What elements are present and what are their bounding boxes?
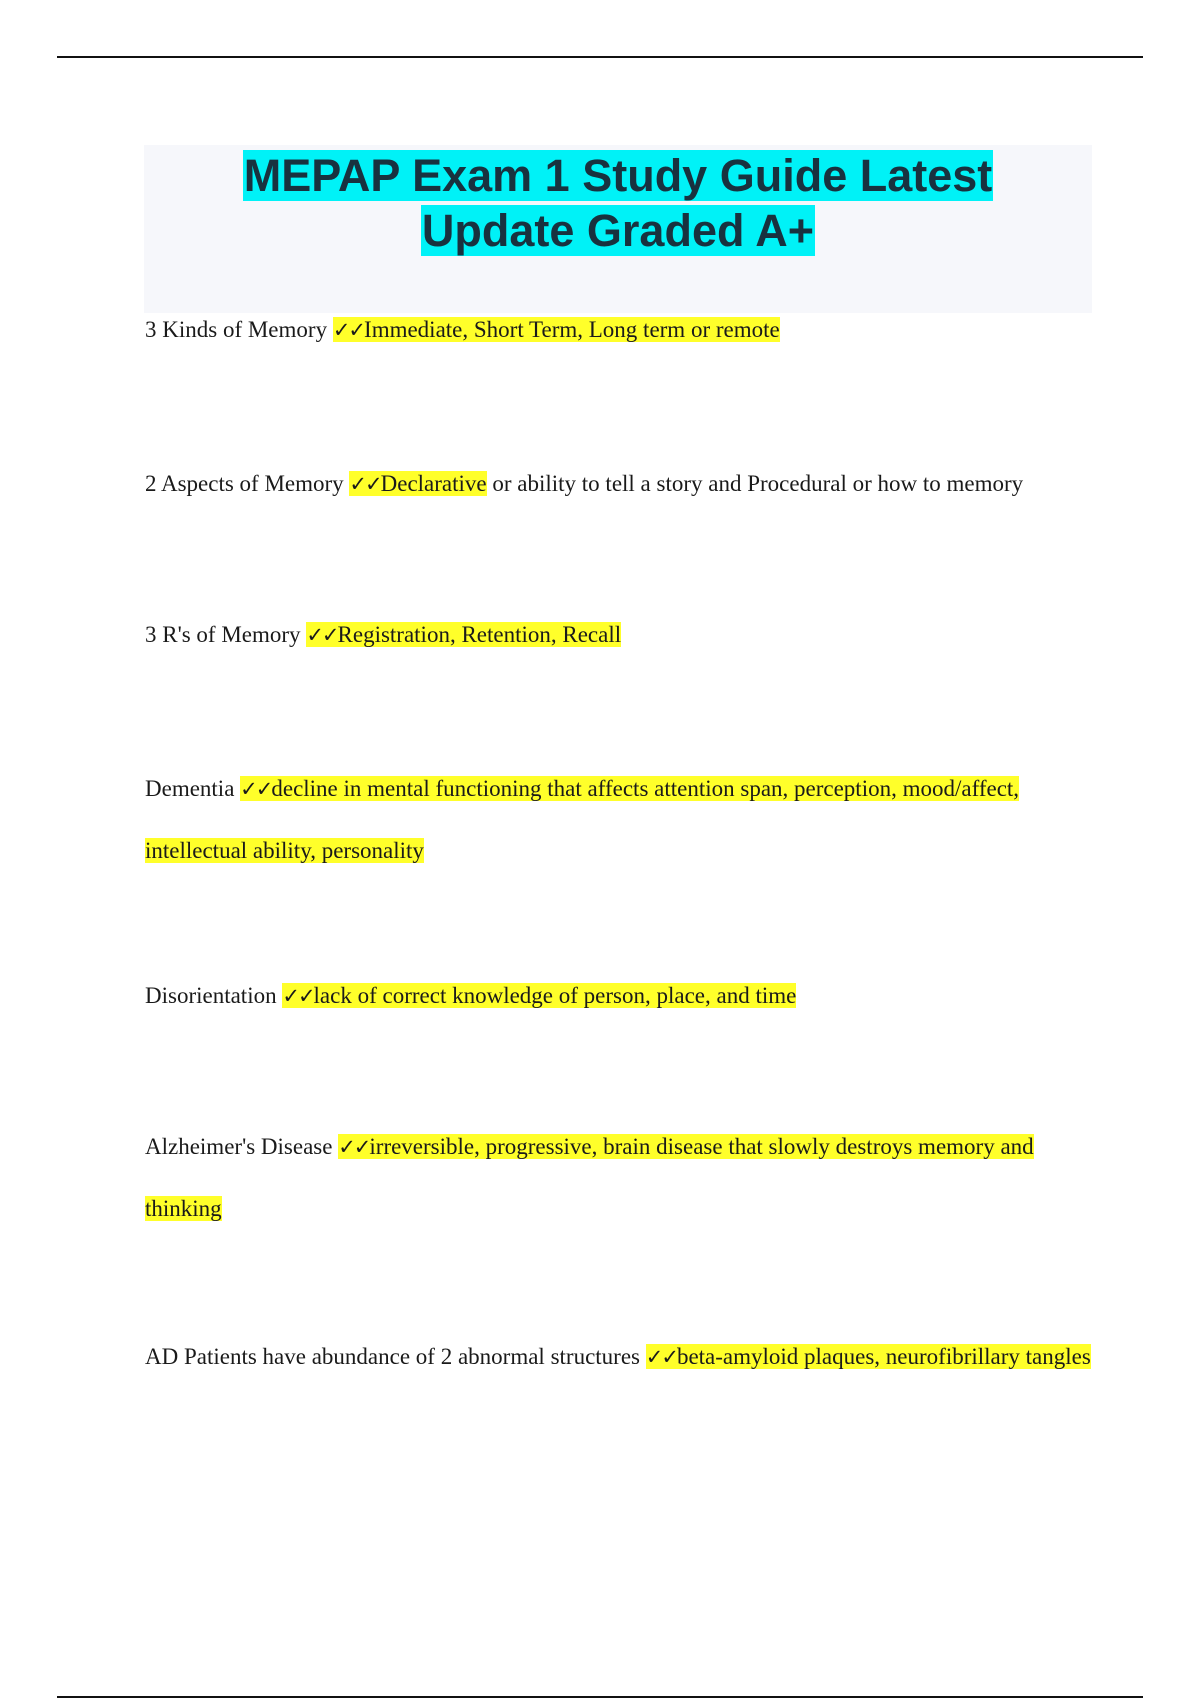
answer-rest: or ability to tell a story and Procedural or how to memory [486,471,1024,496]
answer: lack of correct knowledge of person, place, and time [313,983,797,1008]
bottom-rule [57,1696,1143,1698]
title-line-1: MEPAP Exam 1 Study Guide Latest [243,150,993,201]
term: 3 R's of Memory [145,622,301,647]
qa-entry-alzheimers [145,1116,1095,1239]
answer: beta-amyloid plaques, neurofibrillary tangles [676,1344,1091,1369]
answer-highlight [282,983,796,1008]
term: Alzheimer's Disease [145,1134,333,1159]
answer-highlight [306,622,621,647]
double-check-icon: ✓✓ [306,623,338,647]
title-banner [144,145,1092,313]
answer: Declarative [380,471,487,496]
double-check-icon: ✓✓ [332,318,365,342]
qa-entry-ad-structures [145,1326,1095,1388]
answer-highlight [646,1344,1091,1369]
term: Disorientation [145,983,277,1008]
answer-highlight [333,317,780,342]
qa-entry-dementia [145,758,1095,881]
document-title [144,145,1092,258]
term: 3 Kinds of Memory [145,317,328,342]
double-check-icon: ✓✓ [349,472,381,496]
qa-entry-disorientation [145,965,1095,1027]
qa-entry-rs-of-memory [145,604,1095,666]
answer: decline in mental functioning that affects attention span, perception, mood/affect, intellectual ability, personality [145,776,1020,863]
answer: irreversible, progressive, brain disease that slowly destroys memory and thinking [145,1134,1034,1221]
answer: Registration, Retention, Recall [337,622,622,647]
answer-highlight [349,471,486,496]
top-rule [57,56,1143,58]
title-line-2: Update Graded A+ [421,205,815,256]
term: Dementia [145,776,235,801]
double-check-icon: ✓✓ [645,1345,677,1369]
answer: Immediate, Short Term, Long term or remote [364,317,780,342]
term: 2 Aspects of Memory [145,471,344,496]
answer-highlight [145,776,1019,863]
double-check-icon: ✓✓ [240,777,272,801]
term: AD Patients have abundance of 2 abnormal structures [145,1344,640,1369]
double-check-icon: ✓✓ [282,984,314,1008]
qa-entry-aspects-of-memory [145,453,1095,515]
double-check-icon: ✓✓ [338,1135,370,1159]
qa-entry-kinds-of-memory [145,299,1095,361]
